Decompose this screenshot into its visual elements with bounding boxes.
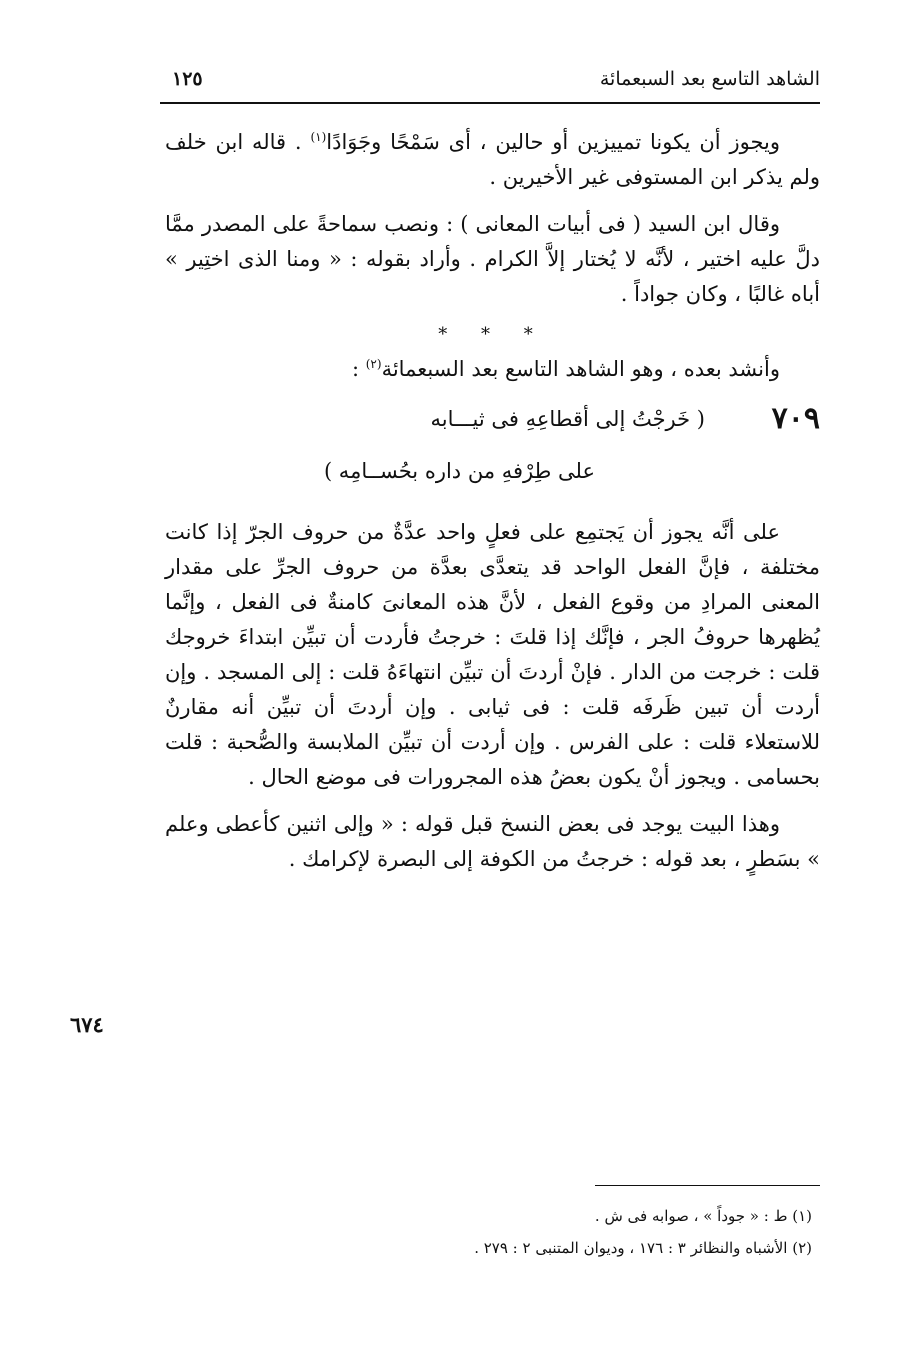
footnote-ref-2: (٢): [365, 357, 382, 371]
paragraph-3-text-b: :: [351, 357, 360, 381]
margin-page-number: ٦٧٤: [70, 1012, 104, 1037]
footnote-ref-1: (١): [310, 130, 327, 144]
footnotes: [160, 1200, 812, 1264]
paragraph-1: [165, 125, 820, 195]
paragraph-5: وهذا البيت يوجد فى بعض النسخ قبل قوله : « وإلى اثنين كأعطى وعلم » بسَطرٍ ، بعد قوله : خرجتُ من الكوفة إلى البصرة لإكرامك .: [165, 812, 820, 871]
paragraph-2: وقال ابن السيد ( فى أبيات المعانى ) : ونصب سماحةً على المصدر ممَّا دلَّ عليه اختير ، لأنَّه لا يُختار إلاَّ الكرام . وأراد بقوله : « ومنا الذى اختِير » أباه غالبًا ، وكان جواداً .: [165, 212, 820, 306]
section-separator: * * *: [438, 324, 547, 345]
footnote-2: (٢) الأشباه والنظائر ٣ : ١٧٦ ، وديوان المتنبى ٢ : ٢٧٩ .: [474, 1239, 812, 1257]
verse-first-hemistich: ( خَرجْتُ إلى أقطاعِهِ فى ثيـــابه: [430, 407, 705, 431]
verse-block: [165, 399, 820, 515]
paragraph-3: [165, 352, 820, 387]
paragraph-4: على أنَّه يجوز أن يَجتمِع على فعلٍ واحد عدَّةٌ من حروف الجرّ إذا كانت مختلفة ، فإنَّ الفعل الواحد قد يتعدَّى بعدَّة من حروف الجرِّ على مقدار المعنى المرادِ من وقوع الفعل ، لأنَّ هذه المعانىَ كامنةٌ فى الفعل ، وإنَّما يُظهرها حروفُ الجر ، فإنَّك إذا قلتَ : خرجتُ فأردت أن تبيِّن ابتداءَ خروجك قلت : خرجت من الدار . فإنْ أردتَ أن تبيِّن انتهاءَهُ قلت : إلى المسجد . وإن أردت أن تبين ظَرفَه قلت : فى ثيابى . وإن أردتَ أن تبيِّن أنه مقارنٌ للاستعلاء قلت : على الفرس . وإن أردت أن تبيِّن الملابسة والصُّحبة : قلت بحسامى . ويجوز أنْ يكون بعضُ هذه المجرورات فى موضع الحال .: [165, 520, 820, 789]
page-header: [160, 62, 820, 104]
main-text: [165, 125, 820, 889]
footnote-1: (١) ط : « جوداً » ، صوابه فى ش .: [594, 1207, 812, 1225]
page-number: ١٢٥: [172, 68, 203, 90]
verse-second-hemistich: على طِرْفهِ من داره بحُســامِه ): [323, 459, 595, 483]
footnote-divider: [595, 1185, 820, 1186]
paragraph-1-text-b: . قاله ابن خلف ولم يذكر ابن المستوفى غير الأخيرين .: [165, 130, 820, 189]
paragraph-3-text-a: وأنشد بعده ، وهو الشاهد التاسع بعد السبعمائة: [381, 357, 780, 381]
paragraph-1-text-a: ويجوز أن يكونا تمييزين أو حالين ، أى سَمْحًا وجَوَادًا: [326, 130, 780, 154]
verse-number: ٧٠٩: [771, 401, 820, 436]
running-title: الشاهد التاسع بعد السبعمائة: [599, 68, 820, 90]
